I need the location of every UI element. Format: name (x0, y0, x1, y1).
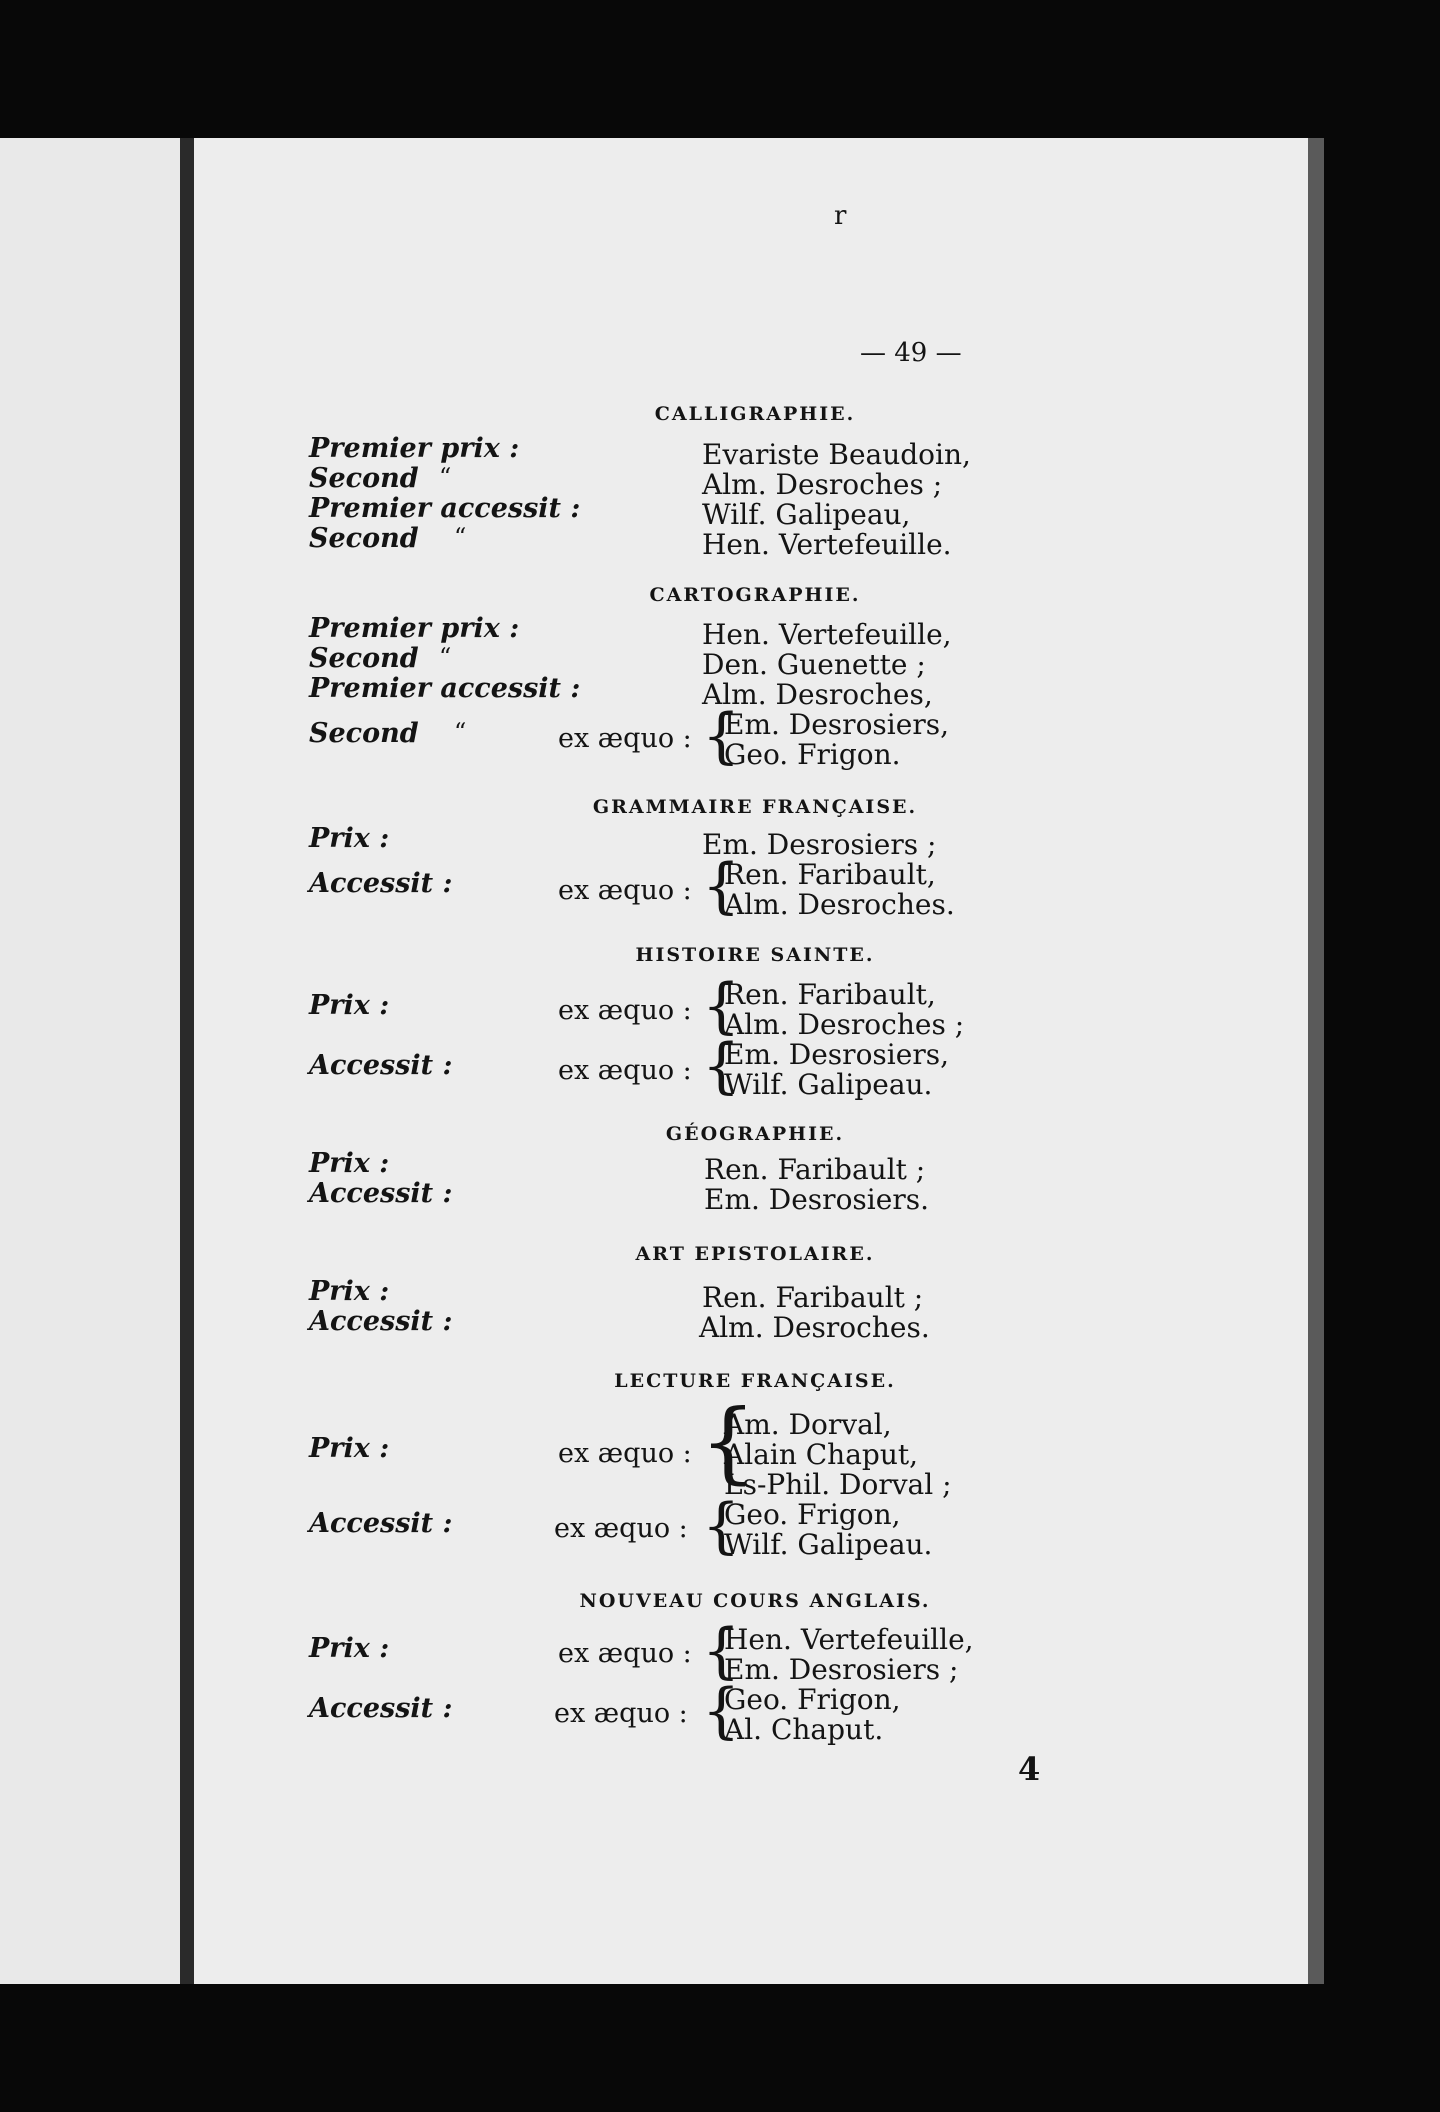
signature-mark: 4 (1018, 1750, 1041, 1788)
ditto-mark: “ (454, 718, 467, 746)
brace-icon: { (702, 1616, 741, 1686)
page-number: — 49 — (860, 338, 962, 368)
student-name: Ls-Phil. Dorval ; (724, 1468, 952, 1501)
student-name: Ren. Faribault ; (704, 1153, 926, 1186)
brace-icon: { (702, 1676, 741, 1746)
facing-page-edge (0, 138, 180, 1984)
ex-aequo-label: ex æquo : (558, 1438, 692, 1469)
award-label: Accessit : (309, 1050, 453, 1081)
page-edge-shadow (1308, 138, 1324, 1984)
section-heading-histoire: HISTOIRE SAINTE. (635, 944, 875, 966)
document-page (194, 138, 1316, 1984)
award-label: Premier prix : (309, 613, 520, 644)
award-label: Prix : (309, 1276, 390, 1307)
award-label: Second (309, 718, 419, 749)
award-label: Prix : (309, 1148, 390, 1179)
ditto-mark: “ (439, 643, 452, 671)
section-heading-epistolaire: ART EPISTOLAIRE. (635, 1243, 875, 1265)
student-name: Ren. Faribault, (724, 978, 936, 1011)
award-label: Second (309, 523, 419, 554)
student-name: Em. Desrosiers ; (702, 828, 937, 861)
award-label: Premier accessit : (309, 493, 581, 524)
section-heading-geographie: GÉOGRAPHIE. (665, 1123, 845, 1145)
ex-aequo-label: ex æquo : (558, 1638, 692, 1669)
student-name: Geo. Frigon, (724, 1683, 901, 1716)
pencil-mark: r (834, 201, 847, 231)
student-name: Hen. Vertefeuille. (702, 528, 952, 561)
ex-aequo-label: ex æquo : (554, 1513, 688, 1544)
student-name: Alm. Desroches ; (724, 1008, 965, 1041)
student-name: Alm. Desroches ; (702, 468, 943, 501)
brace-icon: { (702, 1491, 741, 1561)
award-label: Accessit : (309, 868, 453, 899)
ex-aequo-label: ex æquo : (558, 875, 692, 906)
student-name: Em. Desrosiers. (704, 1183, 929, 1216)
brace-icon: { (702, 701, 741, 771)
award-label: Premier prix : (309, 433, 520, 464)
student-name: Geo. Frigon. (724, 738, 901, 771)
student-name: Wilf. Galipeau. (724, 1068, 933, 1101)
award-label: Second (309, 463, 419, 494)
ditto-mark: “ (439, 463, 452, 491)
student-name: Ren. Faribault ; (702, 1281, 924, 1314)
student-name: Alain Chaput, (724, 1438, 919, 1471)
award-label: Prix : (309, 1633, 390, 1664)
award-label: Accessit : (309, 1508, 453, 1539)
student-name: Em. Desrosiers, (724, 1038, 949, 1071)
award-label: Prix : (309, 990, 390, 1021)
student-name: Alm. Desroches. (724, 888, 955, 921)
brace-icon: { (702, 971, 741, 1041)
award-label: Second (309, 643, 419, 674)
student-name: Alm. Desroches, (702, 678, 933, 711)
student-name: Ren. Faribault, (724, 858, 936, 891)
award-label: Prix : (309, 1433, 390, 1464)
section-heading-calligraphie: CALLIGRAPHIE. (654, 403, 856, 425)
book-gutter (180, 138, 194, 1984)
student-name: Hen. Vertefeuille, (724, 1623, 974, 1656)
award-label: Prix : (309, 823, 390, 854)
student-name: Em. Desrosiers, (724, 708, 949, 741)
brace-icon: { (702, 1031, 741, 1101)
award-label: Accessit : (309, 1178, 453, 1209)
section-heading-cartographie: CARTOGRAPHIE. (649, 584, 861, 606)
student-name: Hen. Vertefeuille, (702, 618, 952, 651)
student-name: Evariste Beaudoin, (702, 438, 971, 471)
award-label: Premier accessit : (309, 673, 581, 704)
student-name: Wilf. Galipeau. (724, 1528, 933, 1561)
brace-icon: { (700, 1390, 756, 1493)
student-name: Wilf. Galipeau, (702, 498, 911, 531)
ditto-mark: “ (454, 523, 467, 551)
student-name: Alm. Desroches. (699, 1311, 930, 1344)
student-name: Em. Desrosiers ; (724, 1653, 959, 1686)
student-name: Den. Guenette ; (702, 648, 926, 681)
ex-aequo-label: ex æquo : (558, 723, 692, 754)
award-label: Accessit : (309, 1693, 453, 1724)
brace-icon: { (702, 851, 741, 921)
student-name: Al. Chaput. (724, 1713, 884, 1746)
student-name: Geo. Frigon, (724, 1498, 901, 1531)
award-label: Accessit : (309, 1306, 453, 1337)
section-heading-lecture: LECTURE FRANÇAISE. (614, 1370, 896, 1392)
section-heading-grammaire: GRAMMAIRE FRANÇAISE. (592, 796, 918, 818)
section-heading-anglais: NOUVEAU COURS ANGLAIS. (579, 1590, 931, 1612)
ex-aequo-label: ex æquo : (558, 1055, 692, 1086)
ex-aequo-label: ex æquo : (558, 995, 692, 1026)
student-name: Am. Dorval, (724, 1408, 892, 1441)
ex-aequo-label: ex æquo : (554, 1698, 688, 1729)
